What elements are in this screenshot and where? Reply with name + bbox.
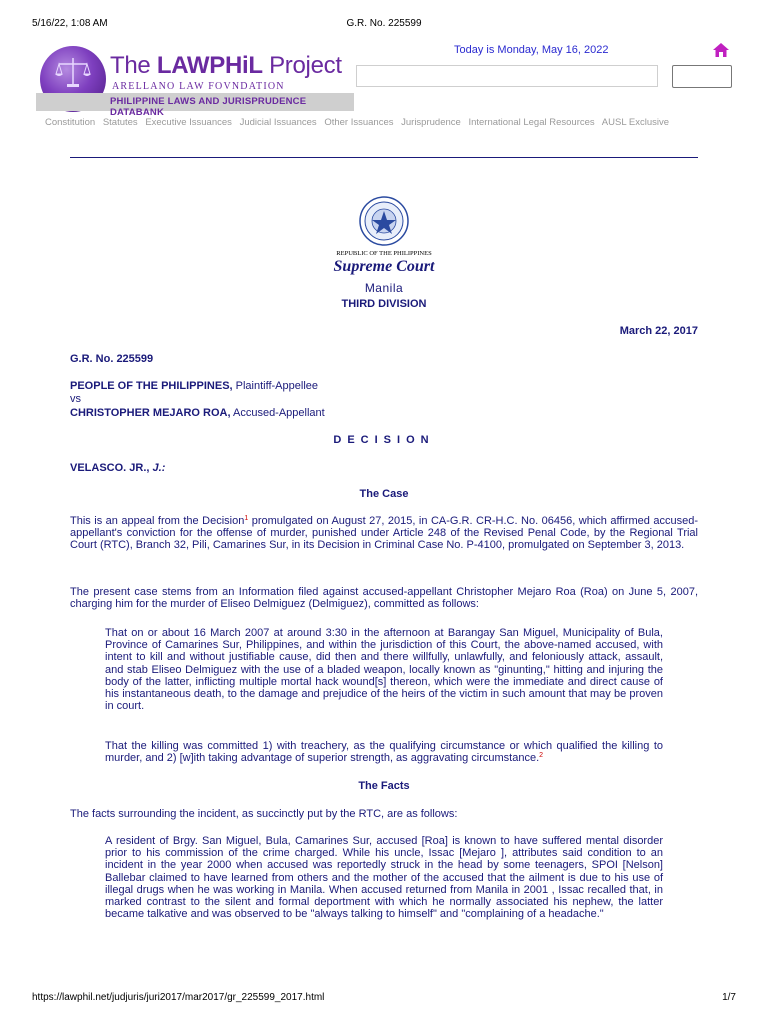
nav-constitution[interactable]: Constitution (45, 117, 96, 128)
paragraph-2: The present case stems from an Information filed against accused-appellant Christopher Mejaro Roa (Roa) on June 5, 2007, charging him for the murder of Eliseo Delmiguez (Delmiguez), committed as follows: (70, 586, 698, 611)
nav-jurisprudence[interactable]: Jurisprudence (401, 117, 461, 128)
nav-ausl-exclusive[interactable]: AUSL Exclusive (601, 117, 670, 128)
gr-number: G.R. No. 225599 (70, 353, 154, 365)
supreme-court-seal-icon (359, 196, 409, 246)
court-name: Supreme Court (333, 258, 435, 275)
print-header (32, 18, 736, 32)
paragraph-1: This is an appeal from the Decision$^1$ promulgated on August 27, 2015, in CA-G.R. CR-H.C. No. 06456, which affirmed accused-appellant's conviction for the offense of murder, punished under Article 248 of the Revised Penal Code, by the Regional Trial Court (RTC), Branch 32, Pili, Camarines Sur, in its Decision in Criminal Case No. P-4100, promulgated on September 3, 2013. (70, 515, 698, 552)
heading-the-facts: The Facts (358, 780, 410, 792)
tagline-band (36, 93, 354, 118)
home-icon[interactable] (712, 42, 730, 58)
decision-heading: DECISION (333, 434, 435, 446)
party-accused: CHRISTOPHER MEJARO ROA, Accused-Appellant (70, 407, 325, 419)
site-title: The LAWPHiL Project (110, 52, 342, 79)
today-date: Today is Monday, May 16, 2022 (454, 44, 609, 56)
main-nav (45, 117, 674, 128)
quoted-circumstances: That the killing was committed 1) with treachery, as the qualifying circumstance or which qualified the killing to murder, and 2) [w]ith taking advantage of superior strength, as aggravating circumstance.$^2$ (105, 740, 663, 765)
header-divider (70, 157, 698, 158)
footnote-1-link[interactable]: 1 (244, 515, 249, 522)
nav-executive-issuances[interactable]: Executive Issuances (145, 117, 232, 128)
nav-international-legal-resources[interactable]: International Legal Resources (468, 117, 595, 128)
quoted-facts: A resident of Brgy. San Miguel, Bula, Camarines Sur, accused [Roa] is known to have suffered mental disorder prior to his commission of the crime charged. While his uncle, Issac [Mejaro ], attributes said condition to an incident in the year 2000 when accused was reportedly struck in the head by some teenagers, SPOI [Nelson] Ballebar claimed to have learned from others and the mother of the accused that the ailment is due to his use of illegal drugs when he was working in Manila. When accused returned from Manila in 2001 , Issac recalled that, in marked contrast to the silent and formal deportment with which he normally associated his nephew, the latter became talkative and was observed to be "always talking to himself" and "complaining of a headache." (105, 835, 663, 921)
print-footer (32, 992, 736, 1003)
page-url: https://lawphil.net/judjuris/juri2017/mar2017/gr_225599_2017.html (32, 992, 325, 1003)
versus-label: vs (70, 393, 81, 405)
site-tagline: PHILIPPINE LAWS AND JURISPRUDENCE DATABANK (110, 96, 307, 118)
print-title: G.R. No. 225599 (346, 18, 422, 29)
quoted-information: That on or about 16 March 2007 at around 3:30 in the afternoon at Barangay San Miguel, Municipality of Bula, Province of Camarines Sur, Philippines, and within the jurisdiction of this Court, the above-named accused, with intent to kill and without justifiable cause, did then and there willfully, unlawfully, and feloniously attack, assault, and stab Eliseo Delmiguez with the use of a bladed weapon, locally known as "ginunting," hitting and injuring the body of the latter, inflicting multiple mortal hack wound[s] thereon, which were the immediate and direct cause of his instantaneous death, to the damage and prejudice of the heirs of the victim in such amount that may be proven in court. (105, 627, 663, 713)
scales-of-justice-icon (54, 56, 92, 90)
search-input[interactable] (356, 65, 658, 87)
ponente: VELASCO. JR., J.: (70, 462, 166, 474)
nav-statutes[interactable]: Statutes (102, 117, 138, 128)
page-number: 1/7 (722, 992, 736, 1003)
search-button[interactable] (672, 65, 732, 88)
decision-date: March 22, 2017 (619, 325, 698, 337)
footnote-2-link[interactable]: 2 (539, 752, 544, 760)
nav-judicial-issuances[interactable]: Judicial Issuances (239, 117, 317, 128)
court-city: Manila (364, 281, 404, 295)
print-datetime: 5/16/22, 1:08 AM (32, 18, 108, 29)
party-plaintiff: PEOPLE OF THE PHILIPPINES, Plaintiff-Appellee (70, 380, 318, 392)
heading-the-case: The Case (359, 488, 409, 500)
site-foundation: ARELLANO LAW FOVNDATION (112, 81, 285, 92)
paragraph-3: The facts surrounding the incident, as succinctly put by the RTC, are as follows: (70, 808, 458, 820)
republic-label: REPUBLIC OF THE PHILIPPINES (336, 250, 432, 257)
nav-other-issuances[interactable]: Other Issuances (324, 117, 394, 128)
division-label: THIRD DIVISION (341, 298, 427, 310)
